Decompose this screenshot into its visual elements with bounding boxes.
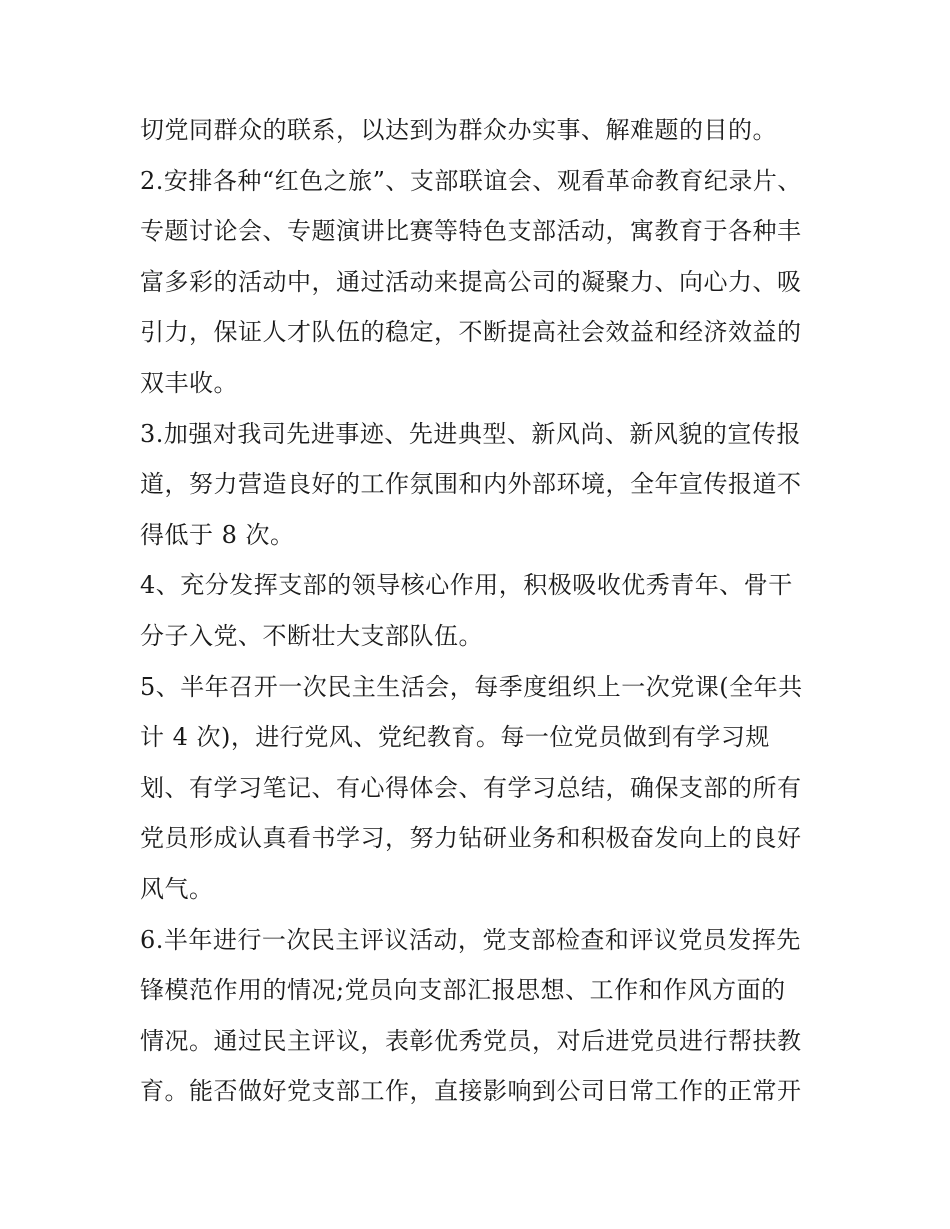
text-line: 3.加强对我司先进事迹、先进典型、新风尚、新风貌的宣传报: [140, 419, 801, 448]
text-line: 切党同群众的联系，以达到为群众办实事、解难题的目的。: [140, 116, 777, 144]
text-line: 富多彩的活动中，通过活动来提高公司的凝聚力、向心力、吸: [140, 267, 802, 296]
text-line: 分子入党、不断壮大支部队伍。: [140, 621, 483, 650]
text-line: 5、半年召开一次民主生活会，每季度组织上一次党课(全年共: [140, 672, 803, 701]
text-line: 计 4 次)，进行党风、党纪教育。每一位党员做到有学习规: [140, 723, 770, 752]
text-line: 引力，保证人才队伍的稳定，不断提高社会效益和经济效益的: [140, 318, 802, 347]
text-line: 道，努力营造良好的工作氛围和内外部环境，全年宣传报道不: [140, 470, 802, 499]
text-line: 育。能否做好党支部工作，直接影响到公司日常工作的正常开: [140, 1077, 802, 1106]
text-line: 4、充分发挥支部的领导核心作用，积极吸收优秀青年、骨干: [140, 571, 793, 600]
text-line: 情况。通过民主评议，表彰优秀党员，对后进党员进行帮扶教: [140, 1026, 802, 1055]
text-line: 划、有学习笔记、有心得体会、有学习总结，确保支部的所有: [140, 773, 802, 802]
text-line: 风气。: [140, 874, 214, 903]
text-line: 得低于 8 次。: [140, 520, 295, 549]
text-line: 双丰收。: [140, 368, 238, 397]
text-line: 党员形成认真看书学习，努力钻研业务和积极奋发向上的良好: [140, 824, 802, 853]
text-line: 2.安排各种“红色之旅”、支部联谊会、观看革命教育纪录片、: [140, 166, 802, 195]
body-text: [140, 105, 830, 1117]
text-line: 专题讨论会、专题演讲比赛等特色支部活动，寓教育于各种丰: [140, 217, 802, 246]
text-line: 锋模范作用的情况;党员向支部汇报思想、工作和作风方面的: [140, 976, 786, 1005]
text-line: 6.半年进行一次民主评议活动，党支部检查和评议党员发挥先: [140, 925, 801, 954]
